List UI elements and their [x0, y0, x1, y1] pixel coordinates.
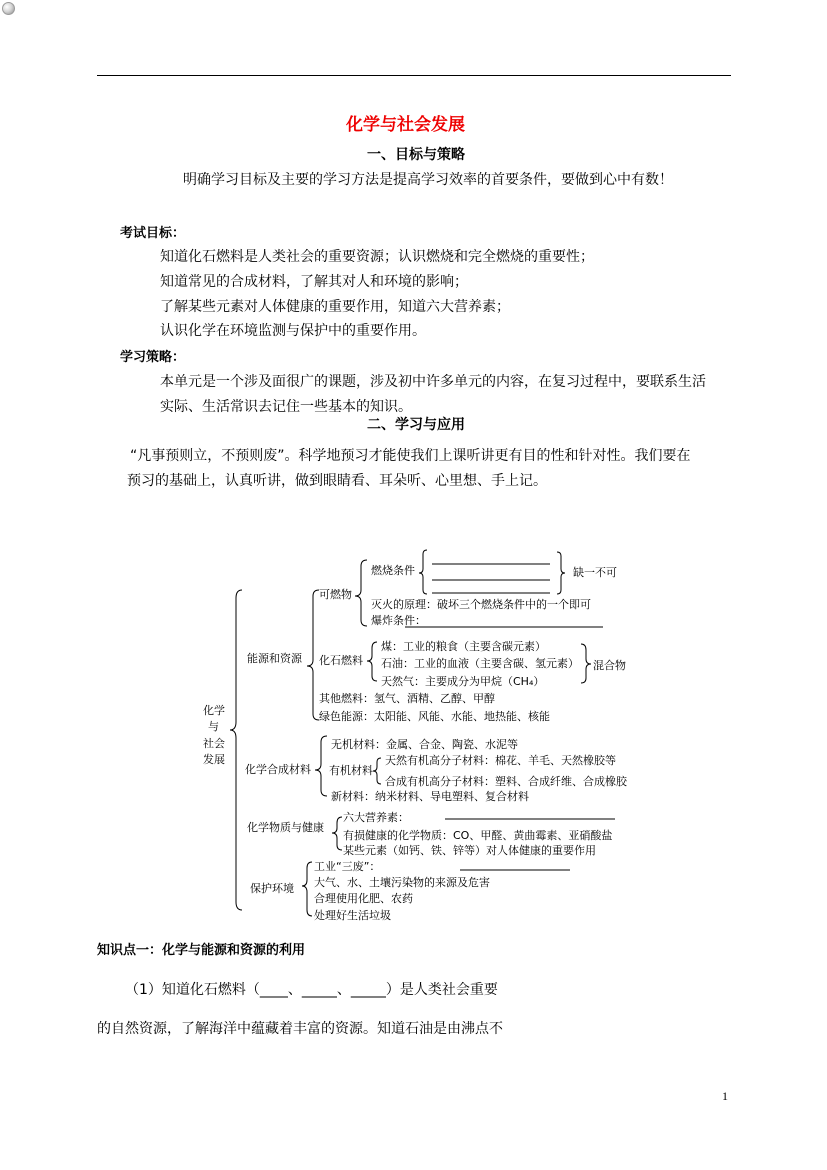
section2-heading: 二、学习与应用: [367, 417, 465, 433]
node-other-fuels: 其他燃料：氢气、酒精、乙醇、甲醇: [319, 692, 495, 705]
node-elements: 某些元素（如钙、铁、锌等）对人体健康的重要作用: [343, 844, 596, 857]
section1-intro: 明确学习目标及主要的学习方法是提高学习效率的首要条件，要做到心中有数！: [183, 172, 673, 188]
knowledge-line: 的自然资源，了解海洋中蕴藏着丰富的资源。知道石油是由沸点不: [97, 1021, 503, 1037]
root-label: 化学: [203, 704, 225, 717]
header-rule: [97, 75, 731, 76]
knowledge-line: （1）知道化石燃料（____、_____、_____）是人类社会重要: [125, 982, 498, 998]
goal-item: 了解某些元素对人体健康的重要作用，知道六大营养素；: [160, 299, 510, 315]
round-bullet-icon: [2, 2, 15, 15]
strategy-line: 本单元是一个涉及面很广的课题，涉及初中许多单元的内容，在复习过程中，要联系生活: [160, 374, 706, 390]
node-nutrients: 六大营养素：: [343, 811, 409, 824]
section2-paragraph-line: “凡事预则立，不预则废”。科学地预习才能使我们上课听讲更有目的性和针对性。我们要在: [130, 448, 691, 464]
branch-energy: 能源和资源: [247, 652, 302, 665]
branch-synthetic-materials: 化学合成材料: [245, 763, 311, 776]
node-extinguish: 灭火的原理：破坏三个燃烧条件中的一个即可: [371, 598, 591, 611]
node-harmful-substances: 有损健康的化学物质：CO、甲醛、黄曲霉素、亚硝酸盐: [343, 829, 613, 842]
section1-heading: 一、目标与策略: [367, 147, 465, 163]
node-natural-polymer: 天然有机高分子材料：棉花、羊毛、天然橡胶等: [385, 754, 616, 767]
page-number: 1: [722, 1089, 728, 1103]
root-label: 社会: [203, 737, 225, 750]
node-fossil-fuel: 化石燃料: [319, 654, 363, 667]
node-missing: 缺一不可: [573, 566, 617, 579]
page-title: 化学与社会发展: [346, 115, 465, 135]
node-coal: 煤：工业的粮食（主要含碳元素）: [381, 640, 546, 653]
exam-goals-label: 考试目标：: [120, 226, 186, 241]
node-natural-gas: 天然气：主要成分为甲烷（CH₄）: [381, 675, 545, 688]
node-pollutants: 大气、水、土壤污染物的来源及危害: [314, 876, 490, 889]
node-synthetic-polymer: 合成有机高分子材料：塑料、合成纤维、合成橡胶: [385, 775, 627, 788]
node-garbage: 处理好生活垃圾: [314, 909, 391, 922]
strategy-line: 实际、生活常识去记住一些基本的知识。: [160, 399, 412, 415]
goal-item: 知道常见的合成材料，了解其对人和环境的影响；: [160, 274, 468, 290]
node-fertilizer: 合理使用化肥、农药: [314, 892, 413, 905]
goal-item: 认识化学在环境监测与保护中的重要作用。: [160, 323, 426, 339]
node-industrial-waste: 工业“三废”：: [314, 860, 381, 873]
node-explosion: 爆炸条件：: [371, 614, 426, 627]
node-organic: 有机材料: [329, 764, 373, 777]
strategy-label: 学习策略：: [120, 350, 186, 365]
root-label: 发展: [203, 753, 225, 766]
node-inorganic: 无机材料：金属、合金、陶瓷、水泥等: [331, 738, 518, 751]
node-green-energy: 绿色能源：太阳能、风能、水能、地热能、核能: [319, 710, 550, 723]
node-combustible: 可燃物: [319, 588, 352, 601]
knowledge-point-heading: 知识点一：化学与能源和资源的利用: [97, 943, 306, 958]
root-label: 与: [208, 720, 219, 733]
branch-health: 化学物质与健康: [247, 821, 324, 834]
concept-map: [195, 540, 645, 925]
goal-item: 知道化石燃料是人类社会的重要资源；认识燃烧和完全燃烧的重要性；: [160, 249, 594, 265]
node-burn-condition: 燃烧条件: [371, 564, 415, 577]
node-new-materials: 新材料：纳米材料、导电塑料、复合材料: [331, 790, 529, 803]
branch-environment: 保护环境: [250, 882, 294, 895]
node-mixture: 混合物: [593, 659, 626, 672]
node-oil: 石油：工业的血液（主要含碳、氢元素）: [381, 657, 579, 670]
section2-paragraph-line: 预习的基础上，认真听讲，做到眼睛看、耳朵听、心里想、手上记。: [127, 473, 547, 489]
